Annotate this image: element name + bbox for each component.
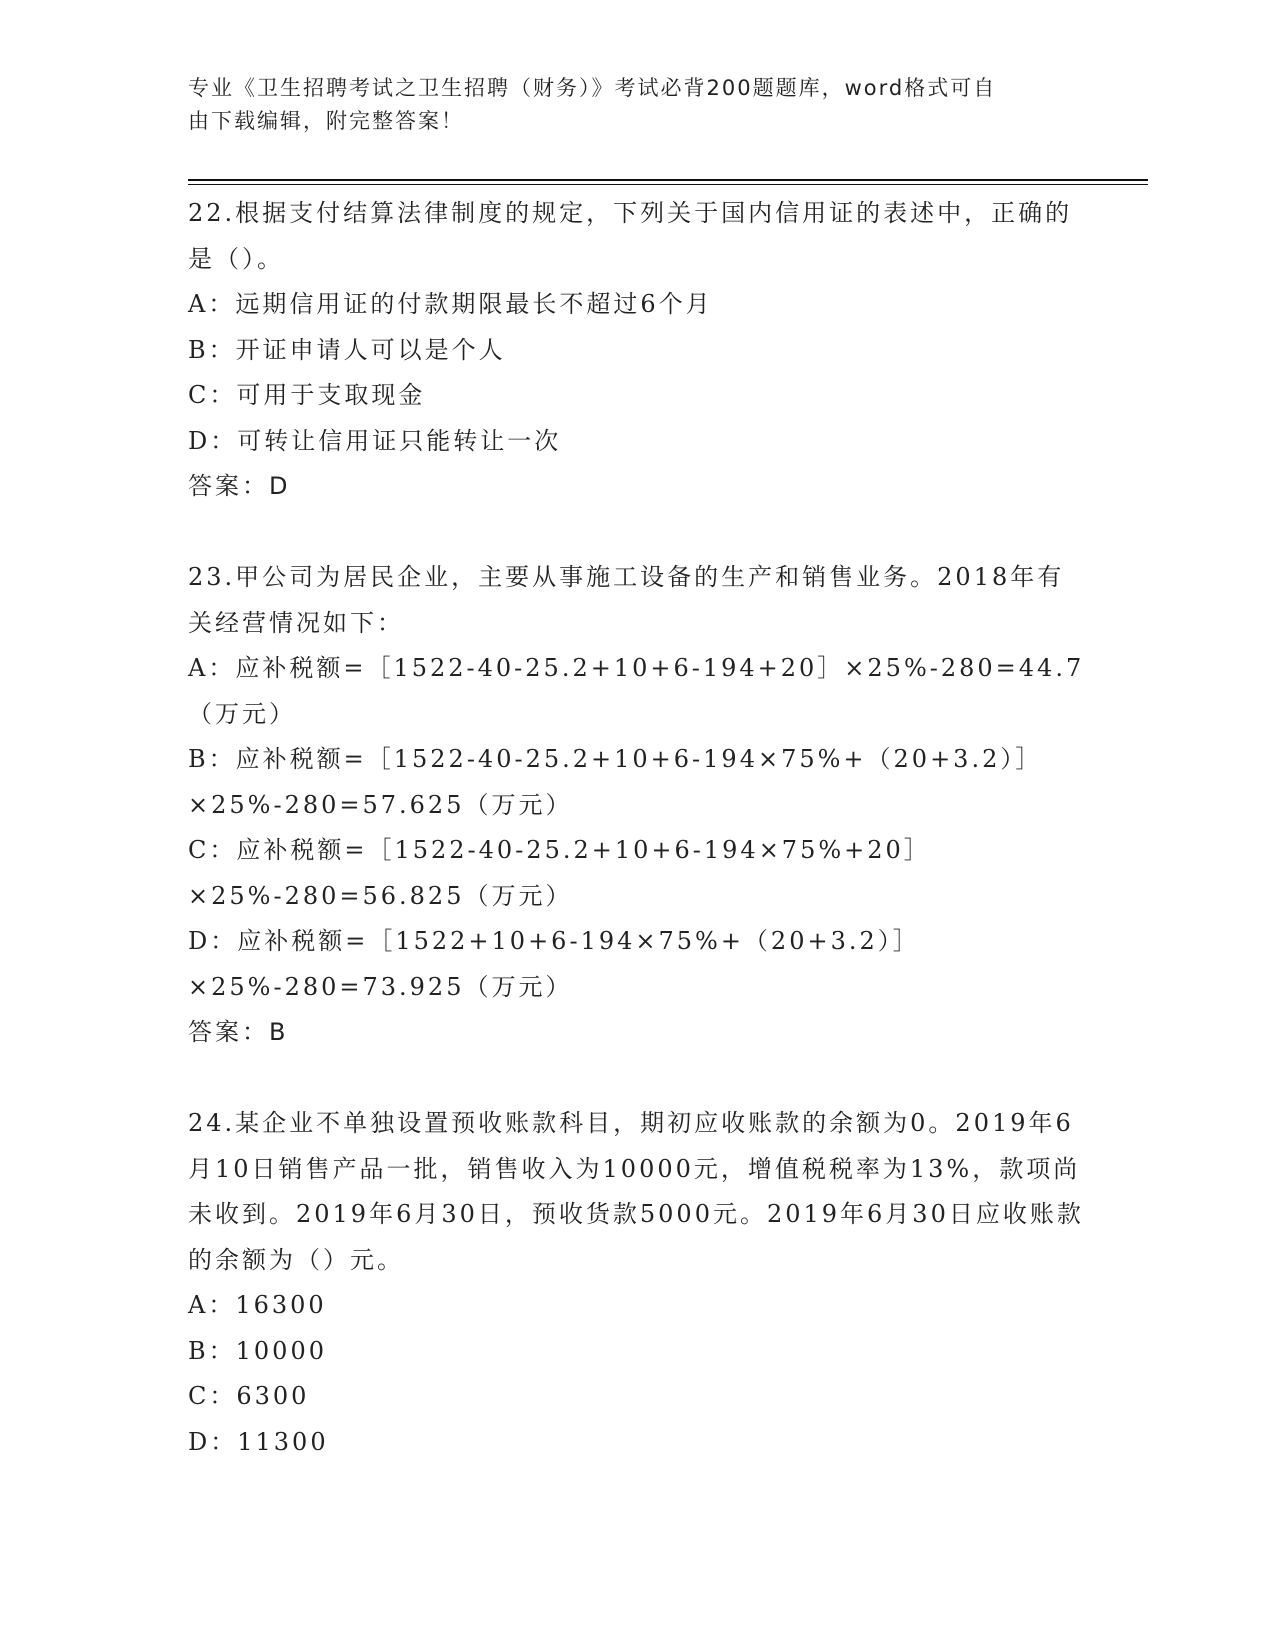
question-23 [188,555,1088,1056]
header-divider-thin [188,184,1148,185]
header-title-line-2: 由下载编辑，附完整答案！ [188,109,464,133]
option-b: B：开证申请人可以是个人 [188,335,506,364]
answer: 答案：B [188,1018,289,1046]
option-d: D：11300 [188,1427,329,1456]
question-text: 24.某企业不单独设置预收账款科目，期初应收账款的余额为0。2019年6月10日销售产品一批，销售收入为10000元，增值税税率为13%，款项尚未收到。2019年6月30日，预收货款5000元。2019年6月30日应收账款的余额为（）元。 [188,1109,1084,1274]
answer: 答案：D [188,472,291,500]
option-b: B：应补税额=［1522-40-25.2+10+6-194×75%+（20+3.2）］×25%-280=57.625（万元） [188,745,1043,819]
question-22 [188,191,1088,510]
option-c: C：应补税额=［1522-40-25.2+10+6-194×75%+20］×25%-280=56.825（万元） [188,836,931,910]
question-text: 23.甲公司为居民企业，主要从事施工设备的生产和销售业务。2018年有关经营情况如下： [188,563,1065,637]
header-divider-thick [188,179,1148,181]
header-title-line-1: 专业《卫生招聘考试之卫生招聘（财务）》考试必背200题题库，word格式可自 [188,76,997,100]
question-24 [188,1101,1088,1465]
option-a: A：16300 [188,1291,327,1319]
option-c: C：6300 [188,1382,310,1410]
option-a: A：应补税额=［1522-40-25.2+10+6-194+20］×25%-280=44.7（万元） [188,654,1085,728]
option-d: D：应补税额=［1522+10+6-194×75%+（20+3.2）］×25%-280=73.925（万元） [188,927,920,1001]
option-b: B：10000 [188,1336,327,1365]
option-c: C：可用于支取现金 [188,381,426,409]
document-header [188,72,1088,138]
question-text: 22.根据支付结算法律制度的规定，下列关于国内信用证的表述中，正确的是（）。 [188,199,1073,273]
option-d: D：可转让信用证只能转让一次 [188,426,562,455]
option-a: A：远期信用证的付款期限最长不超过6个月 [188,290,713,318]
